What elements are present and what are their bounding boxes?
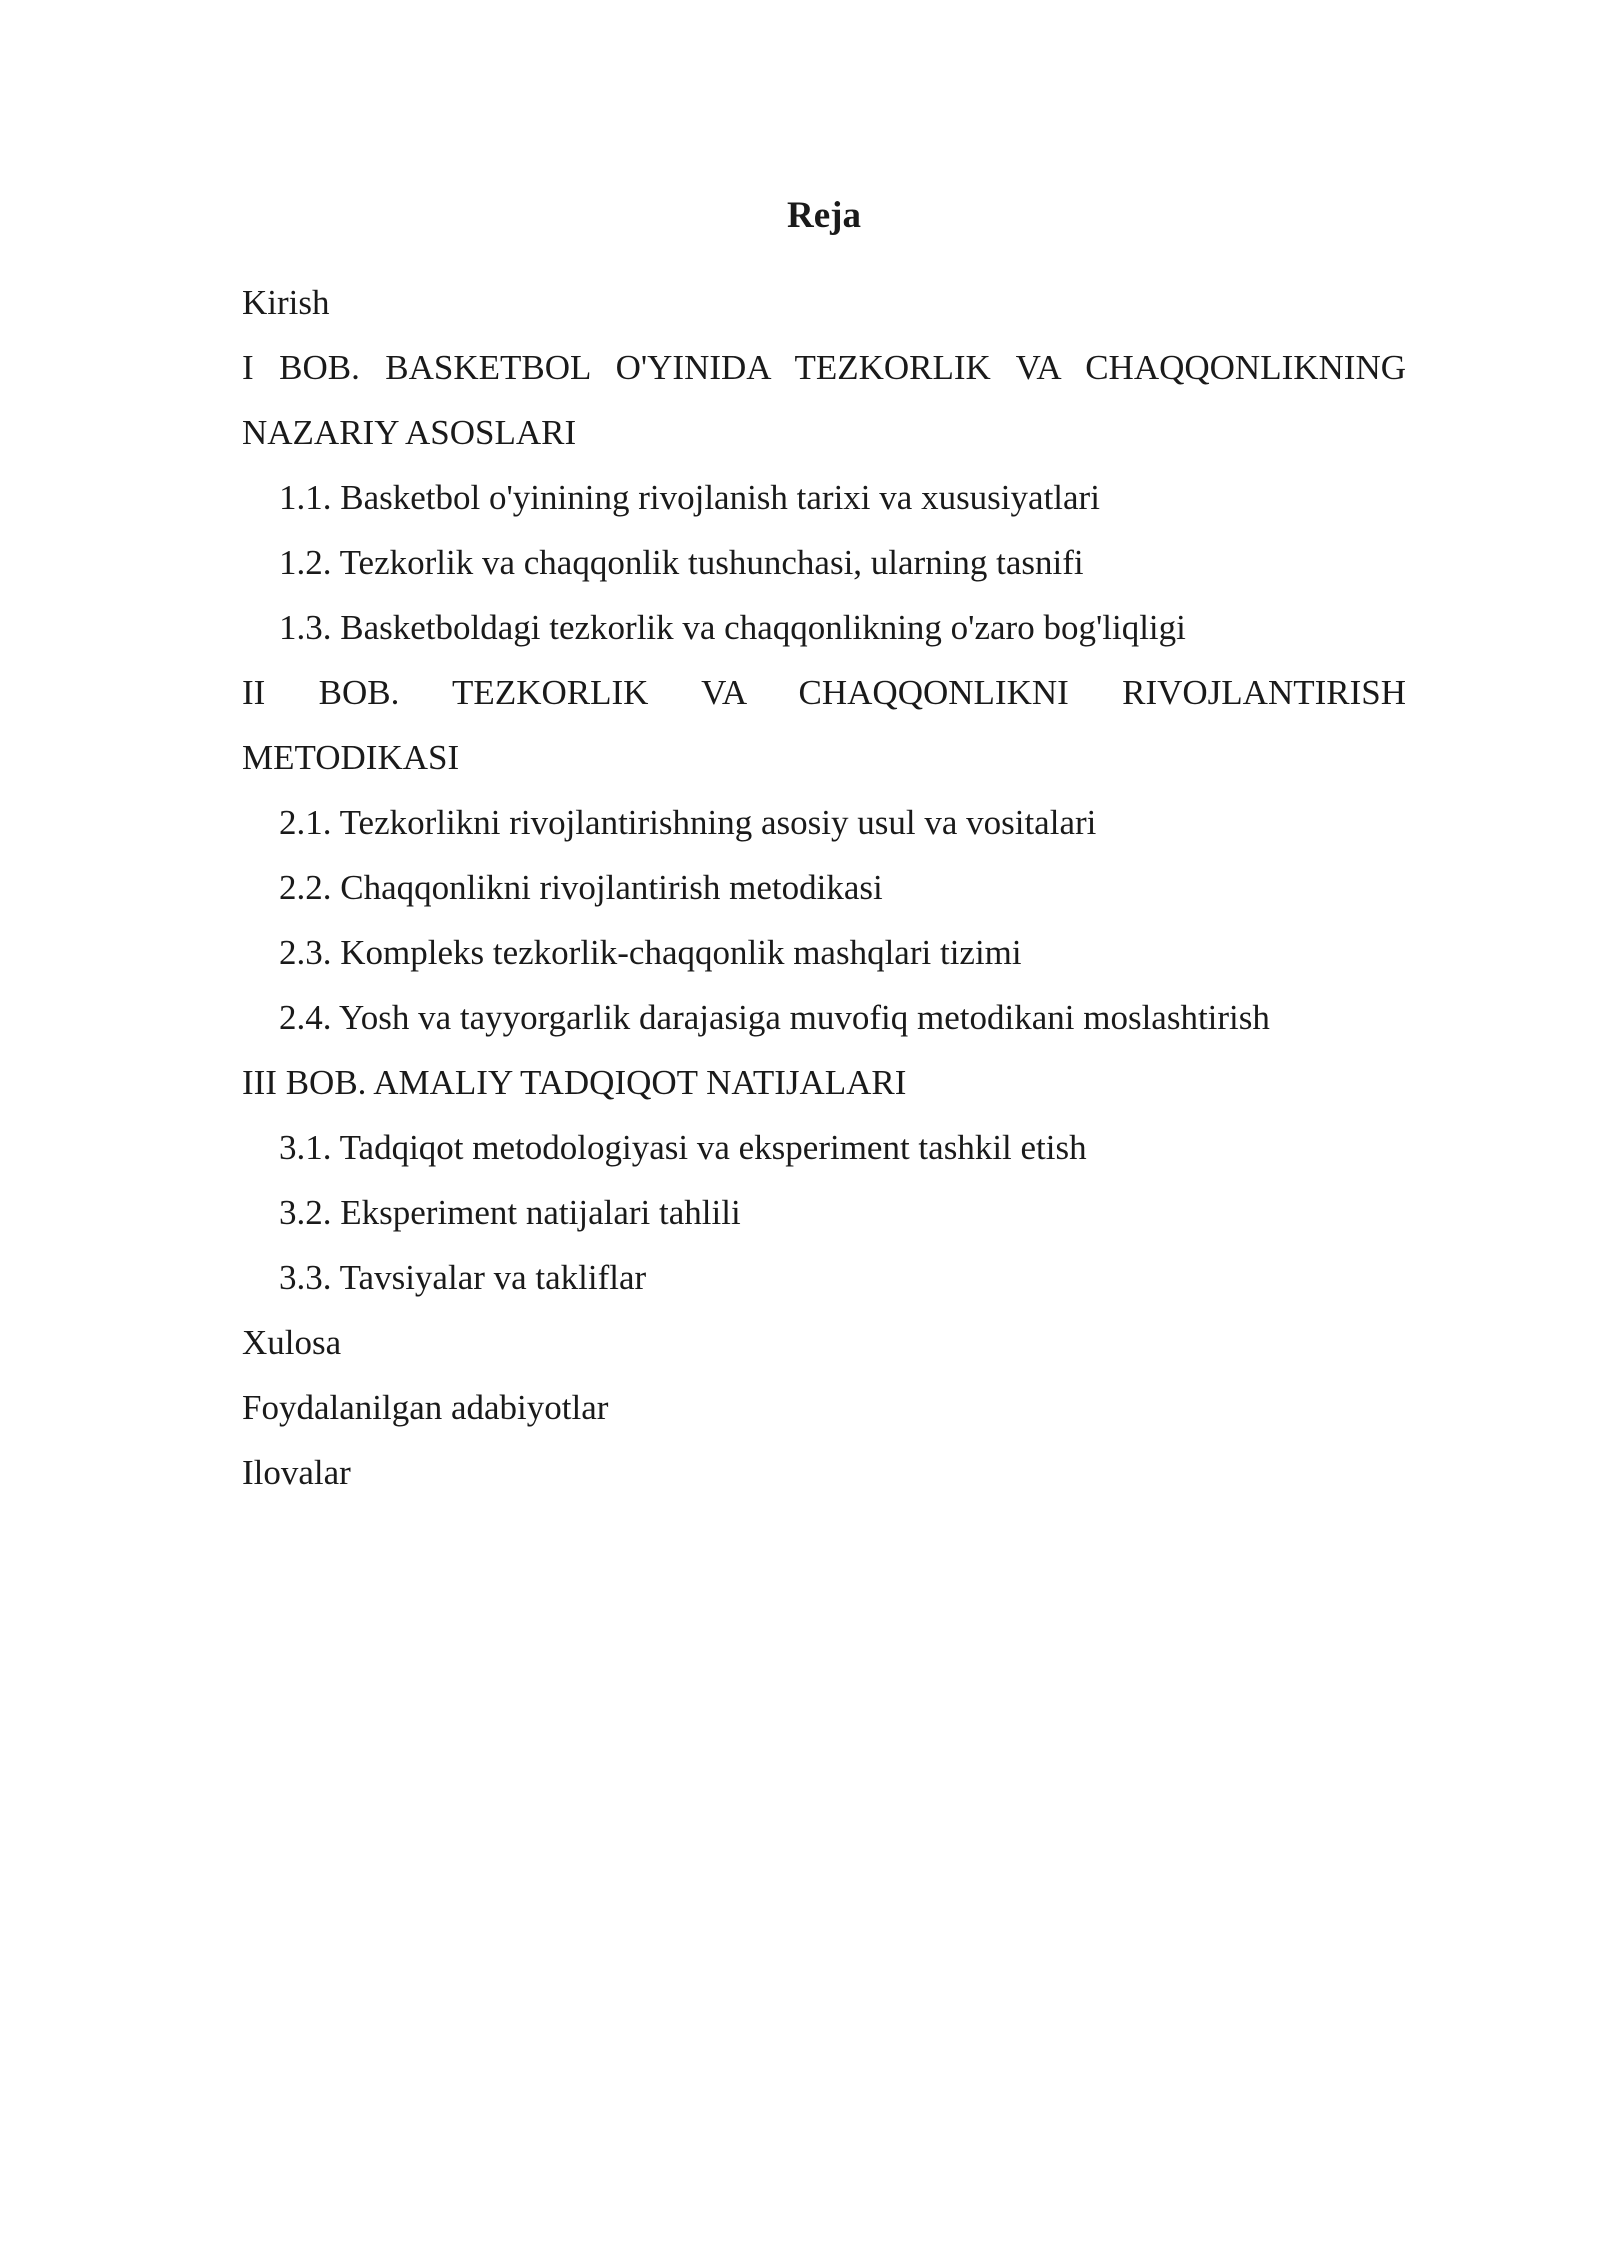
- toc-section-2-4: 2.4. Yosh va tayyorgarlik darajasiga muvofiq metodikani moslashtirish: [279, 998, 1270, 1037]
- toc-chapter-2: II BOB. TEZKORLIK VA CHAQQONLIKNI RIVOJLANTIRISH METODIKASI: [242, 673, 1406, 777]
- toc-item-xulosa: Xulosa: [242, 1323, 342, 1362]
- page-title: Reja: [787, 195, 861, 236]
- toc-item-kirish: Kirish: [242, 283, 330, 322]
- table-of-contents: [242, 270, 1406, 1505]
- toc-chapter-1: I BOB. BASKETBOL O'YINIDA TEZKORLIK VA CHAQQONLIKNING NAZARIY ASOSLARI: [242, 348, 1406, 452]
- toc-section-2-3: 2.3. Kompleks tezkorlik-chaqqonlik mashqlari tizimi: [279, 933, 1022, 972]
- toc-section-1-1: 1.1. Basketbol o'yinining rivojlanish tarixi va xususiyatlari: [279, 478, 1100, 517]
- toc-section-2-1: 2.1. Tezkorlikni rivojlantirishning asosiy usul va vositalari: [279, 803, 1097, 842]
- toc-section-1-3: 1.3. Basketboldagi tezkorlik va chaqqonlikning o'zaro bog'liqligi: [279, 608, 1186, 647]
- toc-chapter-3: III BOB. AMALIY TADQIQOT NATIJALARI: [242, 1063, 907, 1102]
- toc-section-1-2: 1.2. Tezkorlik va chaqqonlik tushunchasi, ularning tasnifi: [279, 543, 1084, 582]
- toc-section-2-2: 2.2. Chaqqonlikni rivojlantirish metodikasi: [279, 868, 883, 907]
- toc-section-3-2: 3.2. Eksperiment natijalari tahlili: [279, 1193, 741, 1232]
- toc-item-ilovalar: Ilovalar: [242, 1453, 351, 1492]
- toc-item-adabiyotlar: Foydalanilgan adabiyotlar: [242, 1388, 609, 1427]
- toc-section-3-3: 3.3. Tavsiyalar va takliflar: [279, 1258, 647, 1297]
- toc-section-3-1: 3.1. Tadqiqot metodologiyasi va eksperiment tashkil etish: [279, 1128, 1087, 1167]
